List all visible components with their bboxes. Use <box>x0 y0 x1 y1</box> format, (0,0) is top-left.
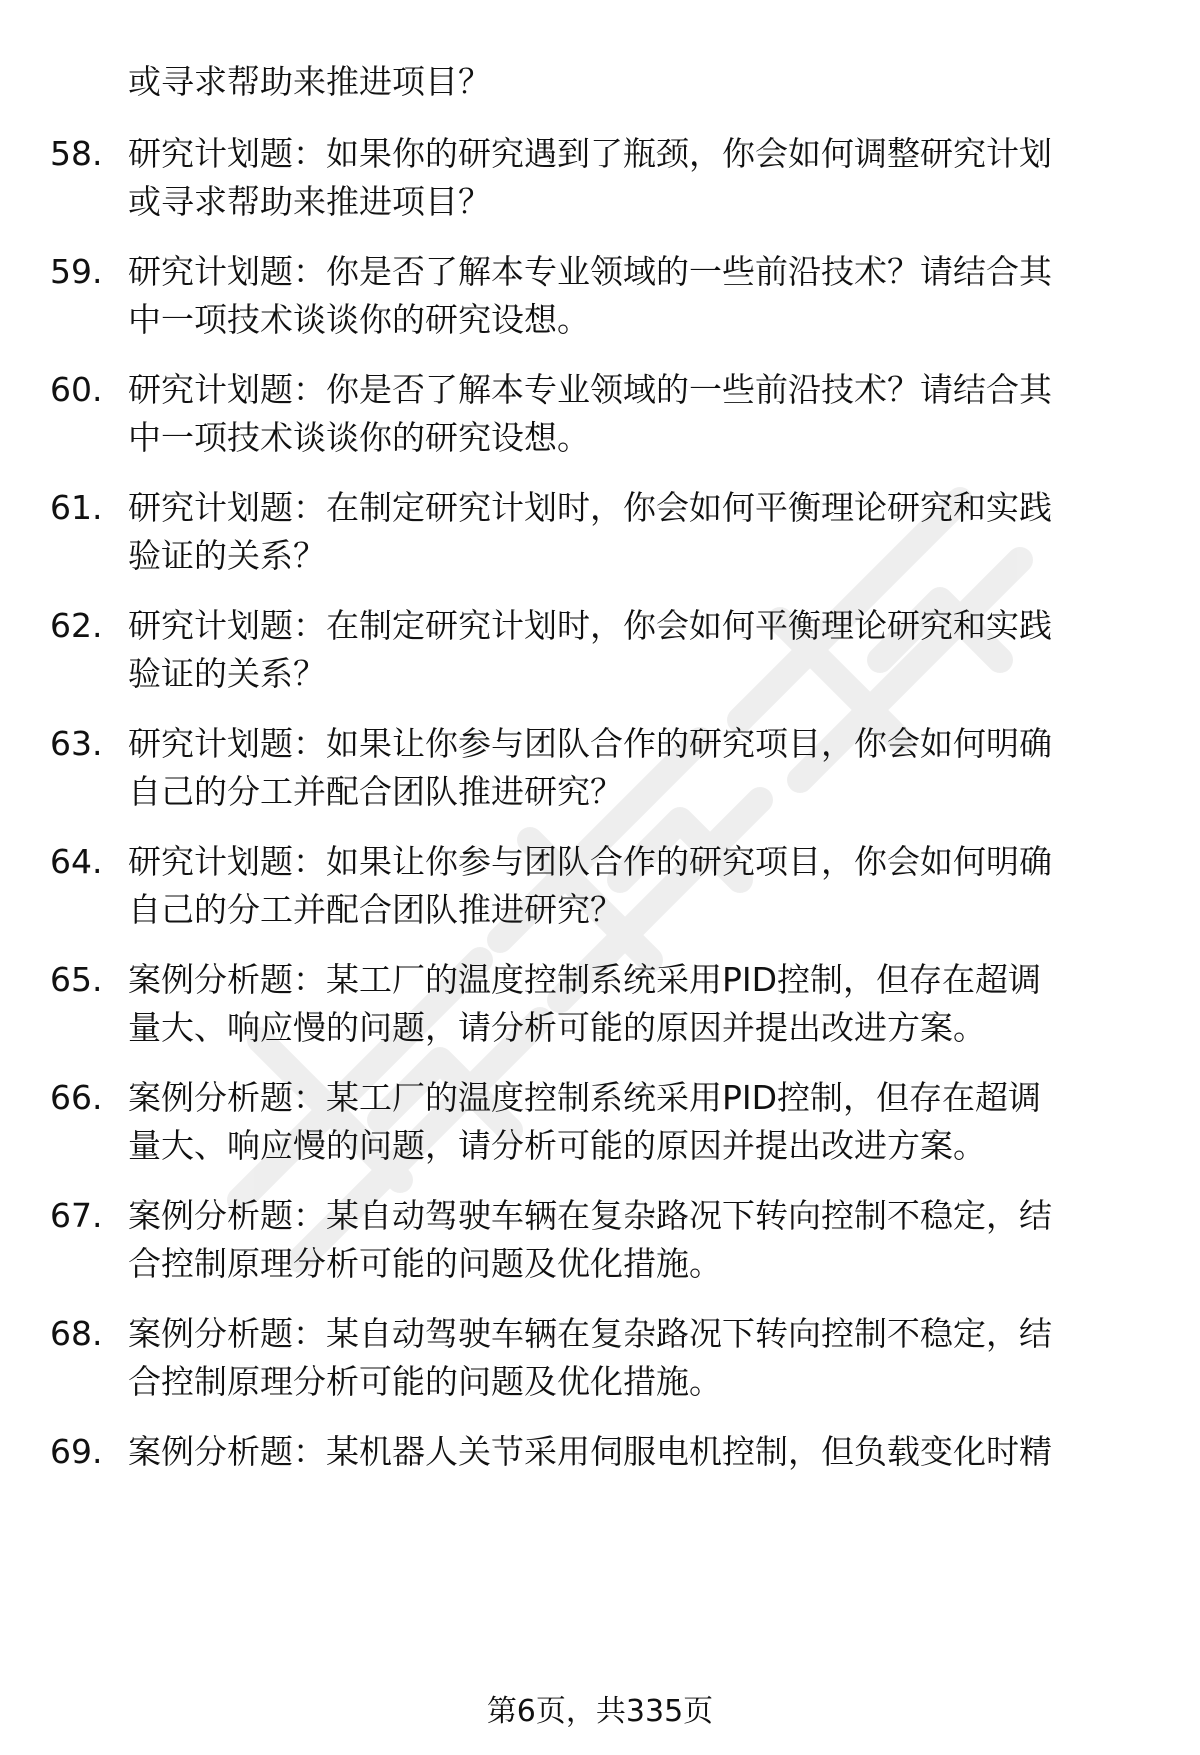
question-line: 案例分析题：某自动驾驶车辆在复杂路况下转向控制不稳定，结 <box>128 1314 1052 1353</box>
question-text <box>128 602 1158 698</box>
question-line: 合控制原理分析可能的问题及优化措施。 <box>128 1362 722 1401</box>
question-line: 研究计划题：在制定研究计划时，你会如何平衡理论研究和实践 <box>128 488 1052 527</box>
question-number: 64. <box>50 842 103 881</box>
question-line: 自己的分工并配合团队推进研究？ <box>128 772 623 811</box>
question-line: 研究计划题：你是否了解本专业领域的一些前沿技术？请结合其 <box>128 252 1052 291</box>
question-line: 研究计划题：如果让你参与团队合作的研究项目，你会如何明确 <box>128 842 1052 881</box>
question-line: 量大、响应慢的问题，请分析可能的原因并提出改进方案。 <box>128 1008 986 1047</box>
question-number: 69. <box>50 1432 103 1471</box>
question-text <box>128 1192 1158 1288</box>
question-number: 68. <box>50 1314 103 1353</box>
question-number: 65. <box>50 960 103 999</box>
question-text <box>128 1428 1158 1476</box>
question-number: 63. <box>50 724 103 763</box>
question-line: 案例分析题：某机器人关节采用伺服电机控制，但负载变化时精 <box>128 1432 1052 1471</box>
question-number: 59. <box>50 252 103 291</box>
question-text <box>128 720 1158 816</box>
question-line: 合控制原理分析可能的问题及优化措施。 <box>128 1244 722 1283</box>
question-line: 研究计划题：你是否了解本专业领域的一些前沿技术？请结合其 <box>128 370 1052 409</box>
page-footer: 第6页，共335页 <box>486 1694 714 1729</box>
question-number: 61. <box>50 488 103 527</box>
question-line: 研究计划题：在制定研究计划时，你会如何平衡理论研究和实践 <box>128 606 1052 645</box>
question-text <box>128 1074 1158 1170</box>
question-text <box>128 484 1158 580</box>
question-number: 58. <box>50 134 103 173</box>
question-number: 60. <box>50 370 103 409</box>
question-number: 62. <box>50 606 103 645</box>
question-number: 66. <box>50 1078 103 1117</box>
question-line: 研究计划题：如果让你参与团队合作的研究项目，你会如何明确 <box>128 724 1052 763</box>
question-line: 验证的关系？ <box>128 654 326 693</box>
question-text <box>128 1310 1158 1406</box>
question-line: 案例分析题：某工厂的温度控制系统采用PID控制，但存在超调 <box>128 960 1042 999</box>
question-text <box>128 248 1158 344</box>
continuation-line: 或寻求帮助来推进项目？ <box>128 62 491 101</box>
question-text <box>128 956 1158 1052</box>
question-text <box>128 838 1158 934</box>
question-line: 或寻求帮助来推进项目？ <box>128 182 491 221</box>
question-number: 67. <box>50 1196 103 1235</box>
question-text <box>128 366 1158 462</box>
question-text <box>128 130 1158 226</box>
question-line: 中一项技术谈谈你的研究设想。 <box>128 300 590 339</box>
question-line: 中一项技术谈谈你的研究设想。 <box>128 418 590 457</box>
question-line: 案例分析题：某自动驾驶车辆在复杂路况下转向控制不稳定，结 <box>128 1196 1052 1235</box>
question-line: 研究计划题：如果你的研究遇到了瓶颈，你会如何调整研究计划 <box>128 134 1052 173</box>
question-line: 量大、响应慢的问题，请分析可能的原因并提出改进方案。 <box>128 1126 986 1165</box>
question-line: 自己的分工并配合团队推进研究？ <box>128 890 623 929</box>
question-line: 验证的关系？ <box>128 536 326 575</box>
question-line: 案例分析题：某工厂的温度控制系统采用PID控制，但存在超调 <box>128 1078 1042 1117</box>
